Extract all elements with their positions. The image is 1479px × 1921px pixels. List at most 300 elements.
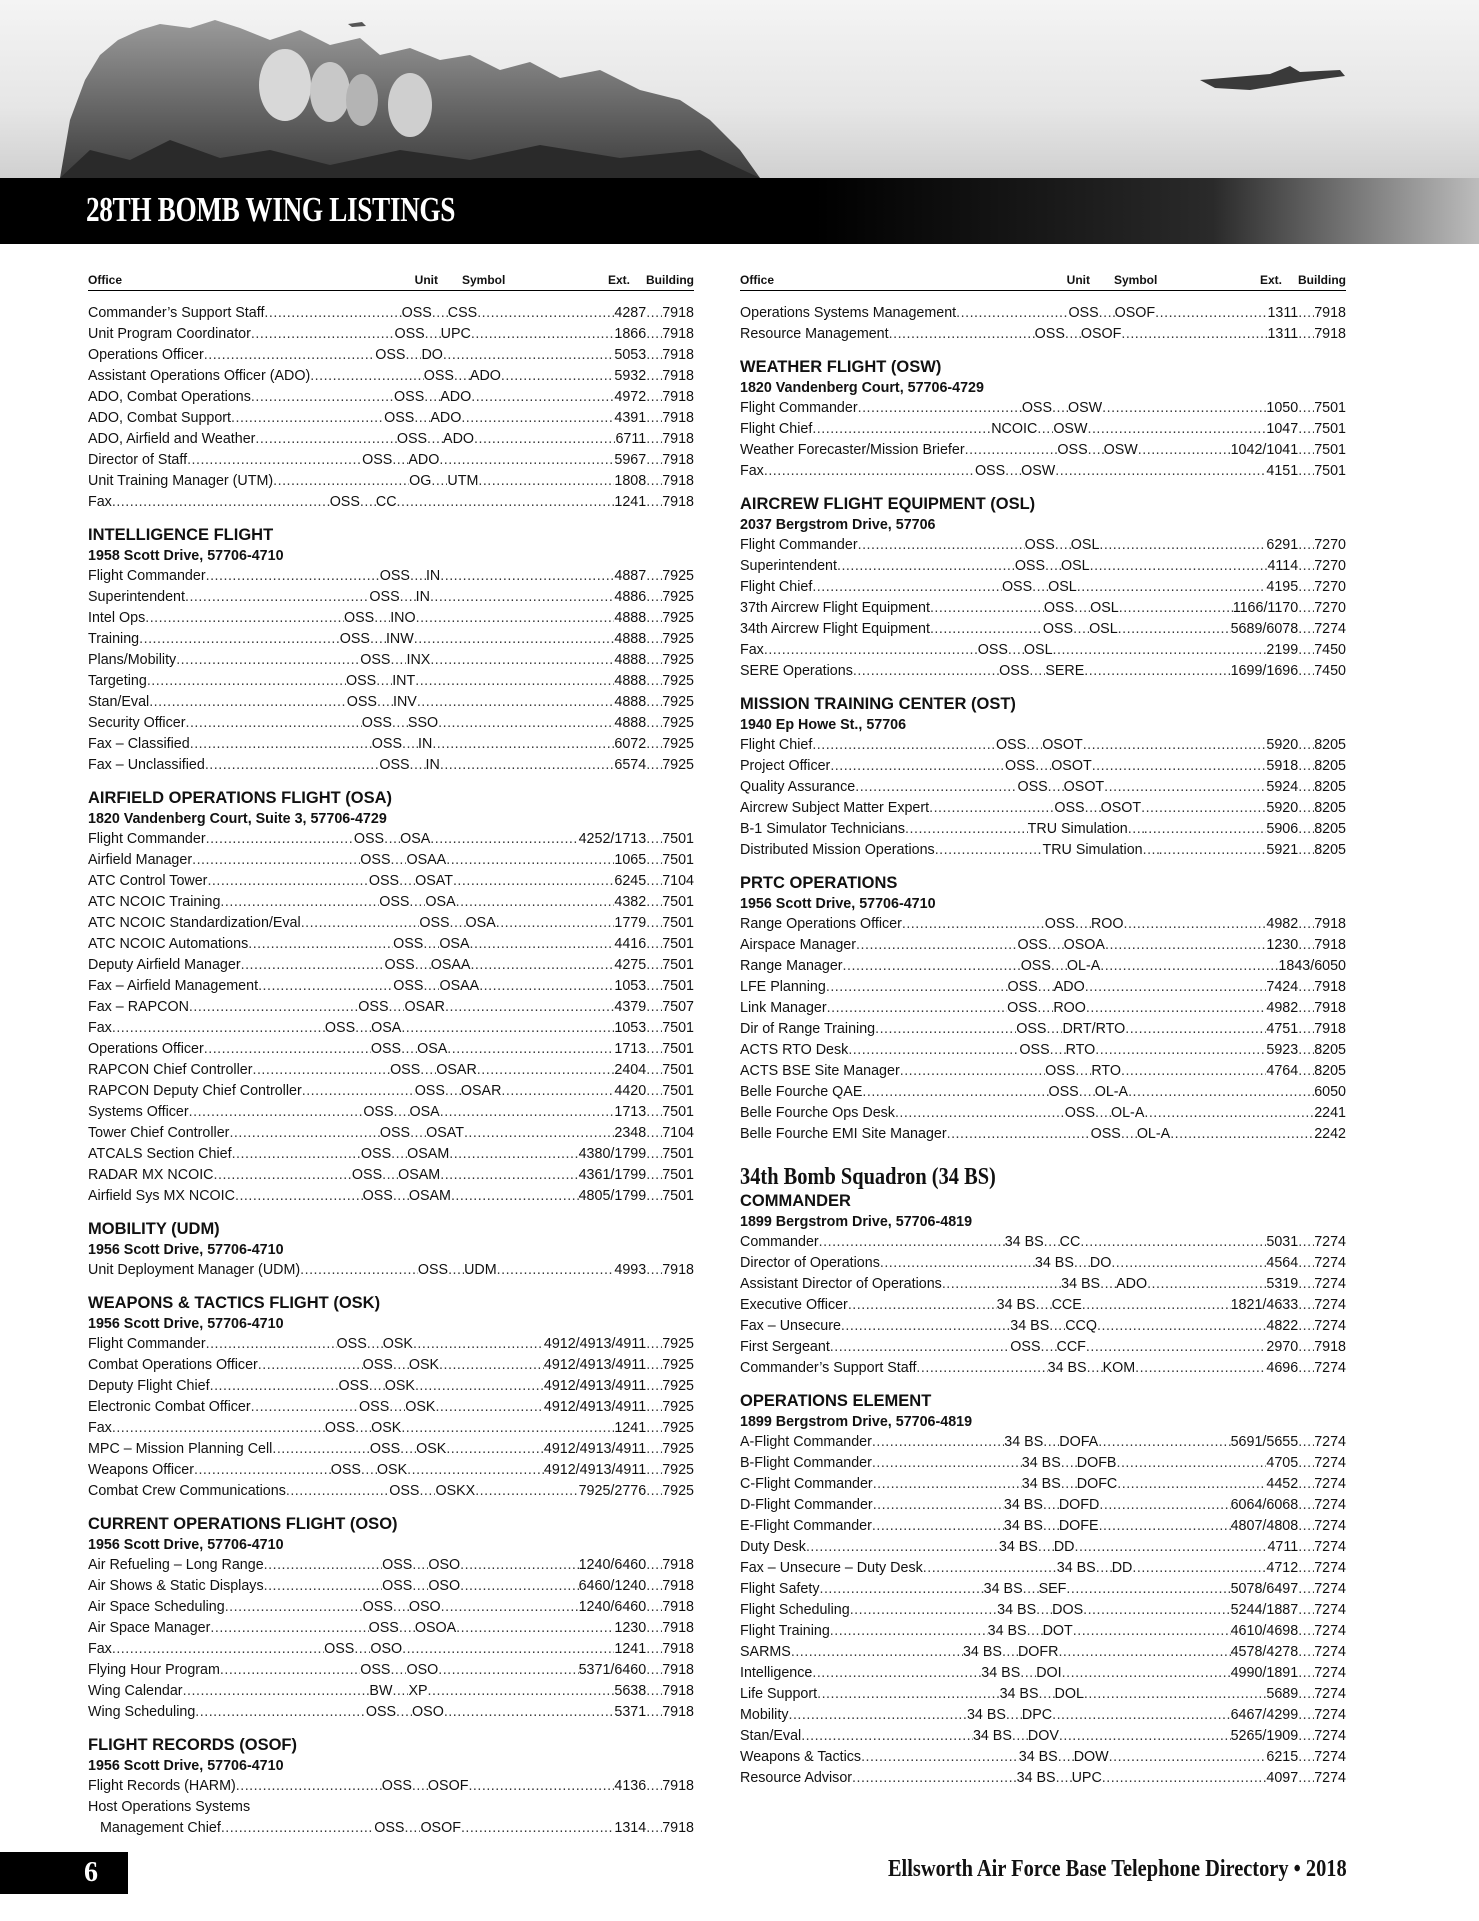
leader-dots <box>1038 977 1054 998</box>
extension: 1713 <box>614 1041 647 1057</box>
building-number: 7501 <box>1314 421 1346 437</box>
leader-dots <box>1074 598 1090 619</box>
leader-dots <box>446 850 614 871</box>
extension: 4972 <box>614 389 647 405</box>
leader-dots <box>848 1040 1019 1061</box>
leader-dots <box>264 303 401 324</box>
leader-dots <box>947 1124 1091 1145</box>
leader-dots <box>389 1397 405 1418</box>
leader-dots <box>1084 1684 1266 1705</box>
leader-dots <box>1144 819 1267 840</box>
extension: 4888 <box>614 631 647 647</box>
leader-dots <box>360 492 376 513</box>
leader-dots <box>370 629 386 650</box>
leader-dots <box>1298 1232 1314 1253</box>
office-symbol: OSW <box>1021 463 1056 479</box>
office-symbol: ROO <box>1090 916 1124 932</box>
unit-code: OSS <box>414 1083 445 1099</box>
building-number: 8205 <box>1314 842 1346 858</box>
leader-dots <box>501 1081 614 1102</box>
directory-row <box>88 976 694 997</box>
office-name: Fax <box>88 1020 112 1036</box>
leader-dots <box>1298 1253 1314 1274</box>
office-name: Flight Chief <box>740 579 813 595</box>
leader-dots <box>176 650 360 671</box>
leader-dots <box>1095 1040 1266 1061</box>
directory-row <box>740 1726 1346 1747</box>
office-symbol: KOM <box>1102 1360 1136 1376</box>
leader-dots <box>1012 1726 1028 1747</box>
unit-code: 34 BS <box>972 1728 1012 1744</box>
directory-row <box>88 1123 694 1144</box>
office-name: Superintendent <box>740 558 837 574</box>
office-name: Operations Officer <box>88 347 204 363</box>
leader-dots <box>1073 619 1089 640</box>
leader-dots <box>646 1355 662 1376</box>
extension: 2348 <box>614 1125 647 1141</box>
office-name: Flight Chief <box>740 421 813 437</box>
office-symbol: OSW <box>1053 421 1088 437</box>
leader-dots <box>1061 1474 1077 1495</box>
building-number: 7918 <box>662 1820 694 1836</box>
leader-dots <box>646 850 662 871</box>
leader-dots <box>460 1576 579 1597</box>
unit-code: OSS <box>379 1125 411 1141</box>
directory-row <box>88 829 694 850</box>
directory-row <box>740 661 1346 682</box>
office-name: Executive Officer <box>740 1297 848 1313</box>
extension: 1042/1041 <box>1230 442 1299 458</box>
leader-dots <box>1298 535 1314 556</box>
extension: 4705 <box>1266 1455 1299 1471</box>
section-title: WEAPONS & TACTICS FLIGHT (OSK) <box>88 1294 381 1312</box>
building-number: 8205 <box>1314 821 1346 837</box>
directory-row <box>88 734 694 755</box>
directory-row <box>740 840 1346 861</box>
extension: 4711 <box>1267 1539 1299 1555</box>
leader-dots <box>1083 1600 1230 1621</box>
leader-dots <box>1099 303 1115 324</box>
leader-dots <box>812 735 996 756</box>
directory-row <box>88 1018 694 1039</box>
office-symbol: DOT <box>1042 1623 1073 1639</box>
leader-dots <box>185 713 361 734</box>
title-bar <box>0 178 1479 244</box>
leader-dots <box>390 850 406 871</box>
office-name: RADAR MX NCOIC <box>88 1167 214 1183</box>
unit-code: OSS <box>381 1778 412 1794</box>
leader-dots <box>1128 819 1144 840</box>
building-number: 7104 <box>662 873 694 889</box>
directory-row <box>88 1334 694 1355</box>
extension: 6467/4299 <box>1230 1707 1299 1723</box>
unit-code: 34 BS <box>1047 1360 1087 1376</box>
office-symbol: DOW <box>1073 1749 1109 1765</box>
unit-code: OSS <box>1068 305 1099 321</box>
leader-dots <box>432 303 448 324</box>
unit-code: 34 BS <box>1003 1518 1043 1534</box>
office-name: ADO, Combat Operations <box>88 389 251 405</box>
leader-dots <box>830 1337 1011 1358</box>
directory-section <box>88 1514 694 1723</box>
leader-dots <box>1298 619 1314 640</box>
leader-dots <box>1102 398 1266 419</box>
office-name: Flight Scheduling <box>740 1602 850 1618</box>
office-symbol: UDM <box>464 1262 497 1278</box>
extension: 6245 <box>614 873 647 889</box>
office-symbol: IN <box>425 568 441 584</box>
office-name: Tower Chief Controller <box>88 1125 230 1141</box>
directory-row <box>88 1081 694 1102</box>
office-symbol: OL-A <box>1094 1084 1129 1100</box>
section-title: OPERATIONS ELEMENT <box>740 1392 932 1410</box>
directory-row <box>740 1768 1346 1789</box>
office-symbol: DRT/RTO <box>1062 1021 1126 1037</box>
unit-code: OSS <box>1048 1084 1079 1100</box>
office-symbol: UPC <box>1071 1770 1102 1786</box>
leader-dots <box>435 1397 543 1418</box>
directory-row <box>88 1639 694 1660</box>
office-symbol: RTO <box>1091 1063 1121 1079</box>
building-number: 7925 <box>662 757 694 773</box>
building-number: 7918 <box>662 473 694 489</box>
office-name: Flight Commander <box>740 400 858 416</box>
directory-section <box>740 1391 1346 1789</box>
building-number: 7925 <box>662 1483 694 1499</box>
leader-dots <box>232 1144 361 1165</box>
leader-dots <box>1138 440 1231 461</box>
directory-row <box>88 366 694 387</box>
building-number: 7274 <box>1314 1728 1346 1744</box>
building-number: 8205 <box>1314 1042 1346 1058</box>
extension: 5371 <box>614 1704 647 1720</box>
leader-dots <box>402 1639 614 1660</box>
unit-code: 34 BS <box>981 1665 1021 1681</box>
directory-section <box>88 1219 694 1281</box>
leader-dots <box>646 1102 662 1123</box>
leader-dots <box>1086 1337 1267 1358</box>
leader-dots <box>374 608 390 629</box>
building-number: 7925 <box>662 568 694 584</box>
office-name: Flight Training <box>740 1623 830 1639</box>
extension: 4886 <box>614 589 647 605</box>
leader-dots <box>1298 398 1314 419</box>
office-symbol: OSAM <box>407 1146 450 1162</box>
office-symbol: DPC <box>1021 1707 1053 1723</box>
directory-row <box>88 934 694 955</box>
office-symbol: IN <box>415 589 430 605</box>
leader-dots <box>394 1102 410 1123</box>
leader-dots <box>646 345 662 366</box>
extension: 1050 <box>1266 400 1299 416</box>
column-header-ext: Ext. <box>607 273 630 287</box>
office-symbol: OL-A <box>1110 1105 1145 1121</box>
office-name: RAPCON Deputy Chief Controller <box>88 1083 302 1099</box>
leader-dots <box>399 1618 415 1639</box>
office-name: Unit Training Manager (UTM) <box>88 473 274 489</box>
section-title: MOBILITY (UDM) <box>88 1220 220 1238</box>
extension: 4993 <box>614 1262 647 1278</box>
leader-dots <box>204 345 375 366</box>
leader-dots <box>646 1639 662 1660</box>
column-header-symbol: Symbol <box>462 273 506 287</box>
unit-code: OSS <box>345 673 377 689</box>
building-number: 7274 <box>1314 1476 1346 1492</box>
building-number: 7925 <box>662 610 694 626</box>
leader-dots <box>895 1103 1065 1124</box>
leader-dots <box>440 1165 578 1186</box>
building-number: 7918 <box>662 1620 694 1636</box>
leader-dots <box>1043 1432 1059 1453</box>
section-address: 1956 Scott Drive, 57706-4710 <box>88 1537 284 1553</box>
leader-dots <box>445 997 614 1018</box>
unit-code: OSS <box>1042 621 1074 637</box>
directory-row <box>740 1082 1346 1103</box>
unit-code: OSS <box>368 1620 399 1636</box>
building-number: 7918 <box>662 368 694 384</box>
office-name: ATCALS Section Chief <box>88 1146 232 1162</box>
unit-code: OSS <box>382 1578 413 1594</box>
directory-row <box>740 1358 1346 1379</box>
directory-row <box>88 324 694 345</box>
leader-dots <box>1098 1432 1230 1453</box>
leader-dots <box>410 1123 426 1144</box>
leader-dots <box>415 955 431 976</box>
directory-row <box>88 1481 694 1502</box>
office-name: Commander <box>740 1234 819 1250</box>
unit-code: OSS <box>363 1104 394 1120</box>
building-number: 7274 <box>1314 1518 1346 1534</box>
directory-row <box>88 997 694 1018</box>
office-symbol: OSK <box>376 1462 408 1478</box>
office-symbol: OSOT <box>1100 800 1142 816</box>
leader-dots <box>376 671 392 692</box>
unit-code: OSS <box>384 957 415 973</box>
leader-dots <box>252 1060 390 1081</box>
extension: 1065 <box>614 852 647 868</box>
leader-dots <box>1298 640 1314 661</box>
directory-row <box>740 1621 1346 1642</box>
leader-dots <box>397 492 615 513</box>
leader-dots <box>468 1776 614 1797</box>
leader-dots <box>646 408 662 429</box>
office-symbol: OSAR <box>436 1062 477 1078</box>
leader-dots <box>414 629 615 650</box>
leader-dots <box>1298 819 1314 840</box>
leader-dots <box>1298 598 1314 619</box>
leader-dots <box>1050 1040 1066 1061</box>
leader-dots <box>430 829 578 850</box>
extension: 1821/4633 <box>1230 1297 1299 1313</box>
leader-dots <box>1043 1516 1059 1537</box>
office-name: Wing Scheduling <box>88 1704 196 1720</box>
extension: 5265/1909 <box>1230 1728 1299 1744</box>
office-name: Fax – Classified <box>88 736 190 752</box>
directory-row <box>88 1776 694 1797</box>
leader-dots <box>646 1660 662 1681</box>
directory-row <box>88 408 694 429</box>
building-number: 7501 <box>662 1188 694 1204</box>
office-name: ATC NCOIC Training <box>88 894 221 910</box>
directory-row <box>740 1316 1346 1337</box>
office-symbol: ADO <box>408 452 440 468</box>
section-address: 1956 Scott Drive, 57706-4710 <box>740 896 936 912</box>
building-number: 8205 <box>1314 779 1346 795</box>
leader-dots <box>444 1702 615 1723</box>
building-number: 7501 <box>662 852 694 868</box>
office-name: SERE Operations <box>740 663 853 679</box>
office-symbol: OSA <box>439 936 470 952</box>
building-number: 7925 <box>662 1441 694 1457</box>
directory-row <box>740 1705 1346 1726</box>
extension: 4564 <box>1266 1255 1299 1271</box>
leader-dots <box>1298 914 1314 935</box>
leader-dots <box>412 1576 428 1597</box>
directory-row <box>740 798 1346 819</box>
office-name: Dir of Range Training <box>740 1021 876 1037</box>
leader-dots <box>192 850 360 871</box>
office-symbol: OSW <box>1103 442 1138 458</box>
building-number: 7918 <box>1314 937 1346 953</box>
section-address: 1956 Scott Drive, 57706-4710 <box>88 1242 284 1258</box>
leader-dots <box>430 650 614 671</box>
leader-dots <box>1041 1337 1057 1358</box>
extension: 1053 <box>614 1020 647 1036</box>
unit-code: OSS <box>1007 1000 1038 1016</box>
office-name: B-1 Simulator Technicians <box>740 821 906 837</box>
leader-dots <box>248 934 393 955</box>
office-symbol: INT <box>392 673 416 689</box>
office-name: Air Space Manager <box>88 1620 211 1636</box>
building-number: 7274 <box>1314 1455 1346 1471</box>
section-title: MISSION TRAINING CENTER (OST) <box>740 695 1016 713</box>
office-symbol: OSAR <box>460 1083 502 1099</box>
office-name: Fax – Unsecure <box>740 1318 841 1334</box>
office-symbol: OSO <box>408 1599 441 1615</box>
extension: 5906 <box>1266 821 1299 837</box>
directory-row <box>740 977 1346 998</box>
leader-dots <box>446 1439 544 1460</box>
directory-row <box>88 1618 694 1639</box>
office-symbol: DOFC <box>1076 1476 1118 1492</box>
section-address: 1956 Scott Drive, 57706-4710 <box>88 1758 284 1774</box>
extension: 5924 <box>1266 779 1299 795</box>
leader-dots <box>501 366 615 387</box>
office-name: Intel Ops <box>88 610 146 626</box>
directory-row <box>88 471 694 492</box>
building-number: 7274 <box>1314 1318 1346 1334</box>
leader-dots <box>496 913 615 934</box>
office-name: Commander’s Support Staff <box>88 305 265 321</box>
directory-row <box>740 461 1346 482</box>
leader-dots <box>1044 1232 1060 1253</box>
section-title: WEATHER FLIGHT (OSW) <box>740 358 942 376</box>
leader-dots <box>1085 977 1267 998</box>
leader-dots <box>1065 324 1081 345</box>
office-symbol: CSS <box>447 305 478 321</box>
office-name: Fax – Unclassified <box>88 757 205 773</box>
leader-dots <box>401 1039 417 1060</box>
leader-dots <box>1105 935 1266 956</box>
building-number: 7925 <box>662 589 694 605</box>
office-symbol: OSA <box>425 894 456 910</box>
extension: 2404 <box>614 1062 647 1078</box>
office-name: Air Shows & Static Displays <box>88 1578 264 1594</box>
extension: 4136 <box>614 1778 647 1794</box>
building-number: 7274 <box>1314 1665 1346 1681</box>
leader-dots <box>856 935 1017 956</box>
directory-row <box>88 1460 694 1481</box>
office-symbol: OSL <box>1048 579 1077 595</box>
unit-code: OSS <box>360 1662 391 1678</box>
building-number: 7918 <box>662 1557 694 1573</box>
unit-code: 34 BS <box>983 1581 1023 1597</box>
section-title: CURRENT OPERATIONS FLIGHT (OSO) <box>88 1515 398 1533</box>
unit-code: OSS <box>358 999 389 1015</box>
directory-row <box>740 1474 1346 1495</box>
leader-dots <box>788 1705 967 1726</box>
directory-row <box>740 1516 1346 1537</box>
unit-code: OSS <box>324 1420 356 1436</box>
office-symbol: OSL <box>1061 558 1090 574</box>
leader-dots <box>251 387 394 408</box>
leader-dots <box>194 1460 331 1481</box>
office-name: Training <box>88 631 140 647</box>
office-name: Fax <box>88 1641 112 1657</box>
leader-dots <box>1037 998 1053 1019</box>
directory-row <box>740 598 1346 619</box>
leader-dots <box>942 1274 1061 1295</box>
office-name: Air Space Scheduling <box>88 1599 225 1615</box>
office-symbol: DO <box>1089 1255 1112 1271</box>
extension: 6711 <box>615 431 647 447</box>
unit-code: OSS <box>374 1820 405 1836</box>
leader-dots <box>149 692 347 713</box>
office-name: Fax <box>740 642 764 658</box>
right-column <box>740 272 1346 1789</box>
extension: 1230 <box>614 1620 647 1636</box>
unit-code: OG <box>409 473 432 489</box>
unit-code: OSS <box>999 663 1030 679</box>
office-name: Quality Assurance <box>740 779 856 795</box>
office-symbol: OSA <box>417 1041 448 1057</box>
leader-dots <box>819 1232 1005 1253</box>
section-title: COMMANDER <box>740 1192 851 1210</box>
leader-dots <box>415 1376 544 1397</box>
extension: 5319 <box>1266 1276 1299 1292</box>
office-name: Flight Commander <box>88 1336 206 1352</box>
leader-dots <box>479 976 614 997</box>
leader-dots <box>416 608 615 629</box>
directory-row <box>740 914 1346 935</box>
extension: 1047 <box>1266 421 1299 437</box>
extension: 4379 <box>614 999 647 1015</box>
office-name: Wing Calendar <box>88 1683 183 1699</box>
leader-dots <box>1099 1495 1230 1516</box>
building-number: 7274 <box>1314 1560 1346 1576</box>
leader-dots <box>1005 461 1021 482</box>
building-number: 7925 <box>662 1336 694 1352</box>
leader-dots <box>646 1481 662 1502</box>
leader-dots <box>1075 1537 1268 1558</box>
directory-row <box>88 1260 694 1281</box>
extension: 4275 <box>614 957 647 973</box>
leader-dots <box>1002 1642 1018 1663</box>
leader-dots <box>478 471 614 492</box>
leader-dots <box>1056 1768 1072 1789</box>
leader-dots <box>861 1747 1019 1768</box>
building-number: 7918 <box>662 326 694 342</box>
